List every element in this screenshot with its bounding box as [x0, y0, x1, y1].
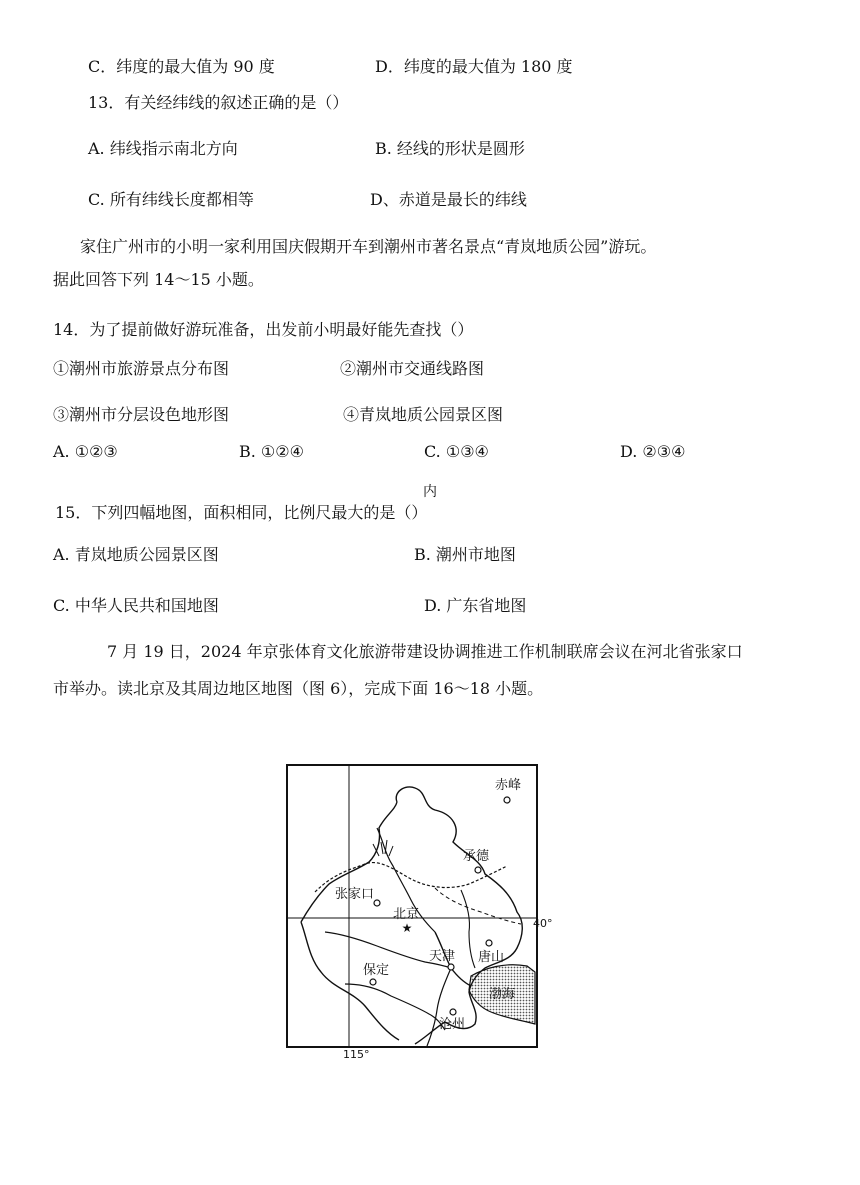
q14-option-d: D. ②③④ — [620, 442, 686, 461]
label-baoding: 保定 — [363, 963, 390, 978]
river-south — [345, 984, 445, 1030]
q14-option-c: C. ①③④ — [424, 442, 489, 461]
q13-option-b: B. 经线的形状是圆形 — [375, 139, 525, 158]
passage1-line2: 据此回答下列 14～15 小题。 — [53, 270, 264, 289]
cangzhou-marker — [450, 1009, 456, 1015]
q15-option-c: C. 中华人民共和国地图 — [53, 596, 219, 615]
river-grand-canal — [427, 968, 451, 1046]
label-tangshan: 唐山 — [478, 950, 505, 965]
q14-option-b: B. ①②④ — [239, 442, 304, 461]
baoding-marker — [370, 979, 376, 985]
tianjin-marker — [448, 964, 454, 970]
q13-option-c: C. 所有纬线长度都相等 — [88, 190, 254, 209]
q15-option-a: A. 青岚地质公园景区图 — [53, 545, 219, 564]
chengde-marker — [475, 867, 481, 873]
q13-option-d: D、赤道是最长的纬线 — [370, 190, 527, 209]
label-bohai: 渤海 — [489, 987, 516, 1002]
q14-item-4: ④青岚地质公园景区图 — [343, 405, 504, 424]
q15-option-d: D. 广东省地图 — [424, 596, 527, 615]
tangshan-marker — [486, 940, 492, 946]
chifeng-marker — [504, 797, 510, 803]
latitude-label: 40° — [533, 917, 553, 930]
river-east — [461, 890, 475, 968]
map-drawing — [285, 762, 553, 1062]
q14-option-a: A. ①②③ — [53, 442, 118, 461]
boundary-dashed — [435, 888, 521, 924]
q15-stem: 15．下列四幅地图，面积相同，比例尺最大的是（） — [55, 503, 428, 522]
label-tianjin: 天津 — [429, 949, 456, 964]
q14-stem: 14．为了提前做好游玩准备，出发前小明最好能先查找（） — [53, 320, 474, 339]
label-cangzhou: 沧州 — [439, 1017, 466, 1032]
beijing-marker: ★ — [401, 921, 413, 935]
q13-option-a: A. 纬线指示南北方向 — [88, 139, 238, 158]
label-beijing: 北京 — [393, 907, 420, 922]
beijing-region-map — [285, 762, 553, 1062]
label-chifeng: 赤峰 — [495, 778, 522, 793]
q14-item-3: ③潮州市分层设色地形图 — [53, 405, 230, 424]
passage2-line1: 7 月 19 日，2024 年京张体育文化旅游带建设协调推进工作机制联席会议在河北省张家口 — [107, 642, 743, 661]
stray-character: 内 — [423, 484, 437, 500]
passage1-line1: 家住广州市的小明一家利用国庆假期开车到潮州市著名景点“青岚地质公园”游玩。 — [80, 237, 657, 256]
longitude-label: 115° — [343, 1048, 370, 1061]
q13-stem: 13．有关经纬线的叙述正确的是（） — [88, 93, 349, 112]
label-chengde: 承德 — [463, 849, 490, 864]
q12-option-c: C．纬度的最大值为 90 度 — [88, 57, 275, 76]
label-zhangjiakou: 张家口 — [335, 887, 375, 902]
q15-option-b: B. 潮州市地图 — [414, 545, 516, 564]
zhangjiakou-marker — [374, 900, 380, 906]
passage2-line2: 市举办。读北京及其周边地区地图（图 6），完成下面 16～18 小题。 — [53, 679, 544, 698]
q14-item-1: ①潮州市旅游景点分布图 — [53, 359, 230, 378]
q12-option-d: D．纬度的最大值为 180 度 — [375, 57, 573, 76]
q14-item-2: ②潮州市交通线路图 — [340, 359, 485, 378]
